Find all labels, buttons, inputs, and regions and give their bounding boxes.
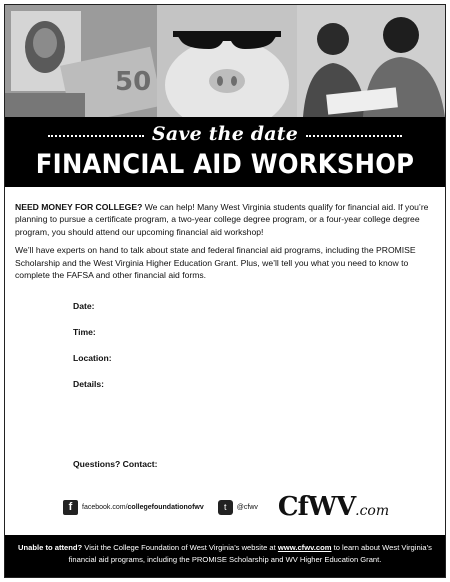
money-photo [5, 5, 157, 117]
social-row [63, 492, 393, 522]
photo-strip [5, 5, 445, 117]
flyer-page [4, 4, 446, 578]
dotted-rule-left [48, 135, 144, 137]
save-the-date-text: Save the date [151, 123, 299, 145]
intro-text: We can help! Many West Virginia students qualify for financial aid. If you’re planning to pursue a certificate program, a two-year college degree program, or a four-year college degree program, you should attend our upcoming financial aid workshop! [15, 202, 429, 237]
dotted-rule-right [306, 135, 402, 137]
footer-lead: Unable to attend? [18, 543, 83, 552]
svg-text:50: 50 [115, 67, 152, 97]
details-label: Details: [73, 379, 105, 389]
twitter-icon[interactable]: t [218, 500, 233, 515]
location-label: Location: [73, 353, 112, 363]
footer-text-2: to learn about West Virginia’s financial aid programs, including the PROMISE Scholarship and WV Higher Education Grant. [68, 543, 432, 564]
piggy-illustration [157, 5, 297, 117]
intro-paragraph [15, 201, 437, 238]
students-illustration [297, 5, 445, 117]
footer-text-1: Visit the College Foundation of West Virginia’s website at [82, 543, 278, 552]
money-illustration [5, 5, 157, 117]
questions-contact-label: Questions? Contact: [73, 459, 158, 469]
details-paragraph: We’ll have experts on hand to talk about state and federal financial aid programs, including the PROMISE Scholarship and the West Virginia Higher Education Grant. Plus, we’ll tell you what you need to know to complete the FAFSA and other financial aid forms. [15, 245, 416, 281]
body-content [15, 201, 437, 287]
logo-main: CfWV [277, 492, 356, 522]
facebook-icon[interactable]: f [63, 500, 78, 515]
website-link[interactable]: www.cfwv.com [277, 543, 332, 552]
logo-suffix: .com [355, 503, 390, 519]
date-label: Date: [73, 301, 95, 311]
footer-banner [5, 535, 445, 577]
cfwv-logo [278, 492, 389, 522]
facebook-prefix: facebook.com/ [82, 503, 128, 511]
save-the-date-row [5, 123, 445, 145]
students-photo [297, 5, 445, 117]
facebook-link[interactable] [82, 504, 204, 511]
workshop-title: FINANCIAL AID WORKSHOP [35, 149, 415, 180]
title-banner [5, 117, 445, 187]
twitter-handle[interactable]: @cfwv [236, 503, 258, 511]
facebook-handle: collegefoundationofwv [127, 503, 204, 511]
piggy-bank-photo [157, 5, 297, 117]
intro-lead: NEED MONEY FOR COLLEGE? [15, 202, 143, 212]
time-label: Time: [73, 327, 96, 337]
